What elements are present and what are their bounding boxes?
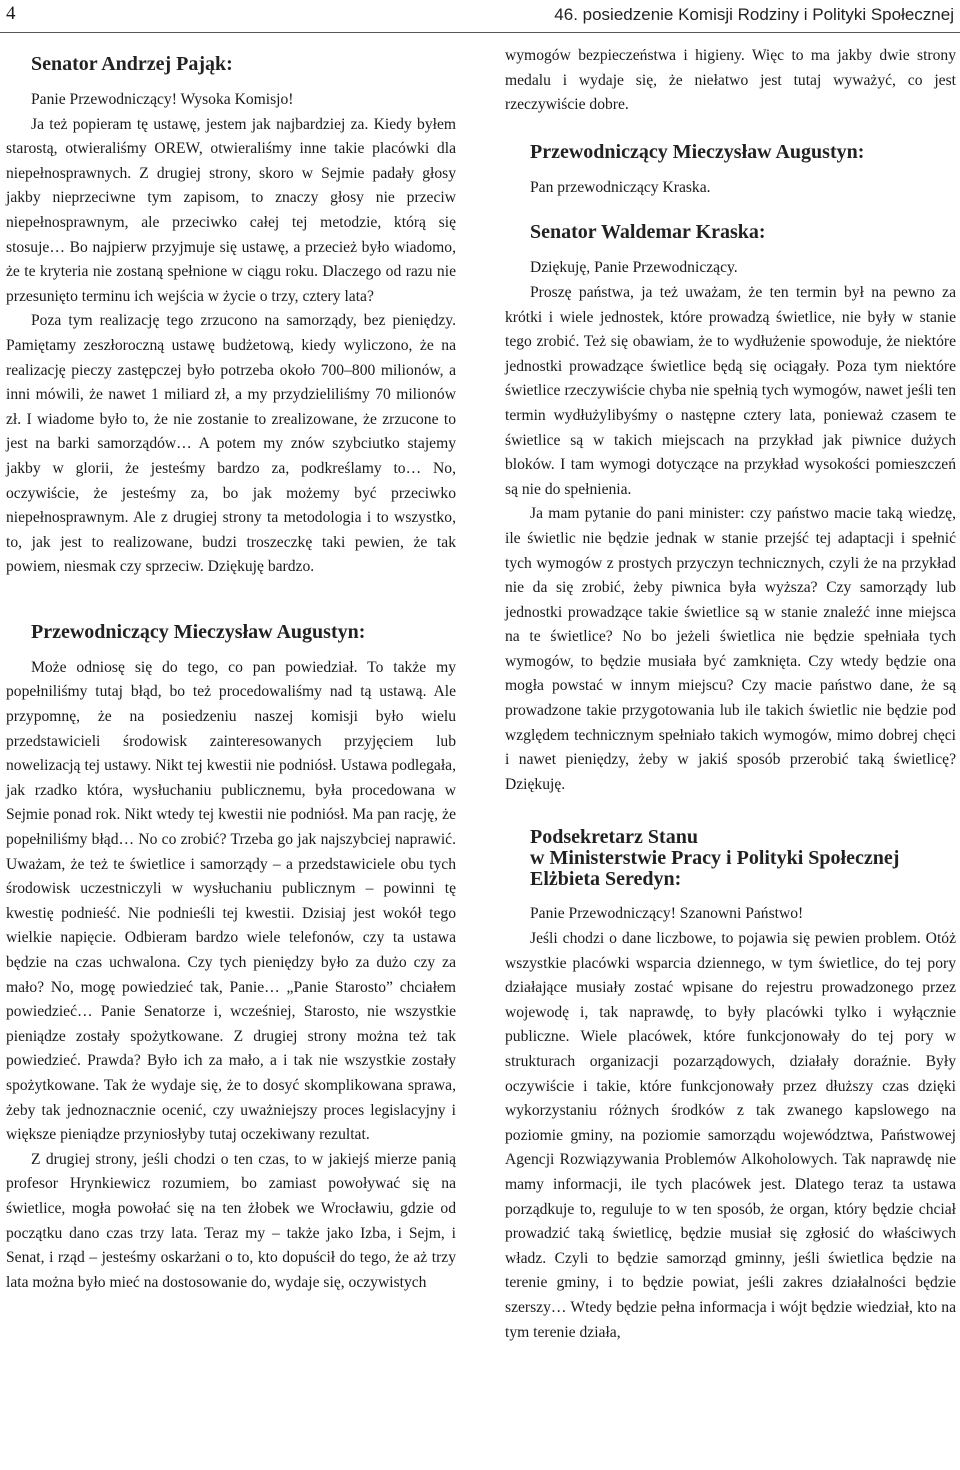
speaker-heading: Przewodniczący Mieczysław Augustyn: <box>530 140 865 163</box>
paragraph: Z drugiej strony, jeśli chodzi o ten czas, to w jakiejś mierze panią profesor Hrynkiewicz rozumiem, bo zamiast powoływać się na świetlice, mogła powołać się na ten żłobek we Wrocławiu, gdzie od początku dano czas trzy lata. Teraz my – także jako Izba, i Sejm, i Senat, i rząd – jesteśmy oskarżani o to, kto dopuścił do tego, że aż trzy lata można było mieć na dostosowanie do, wydaje się, oczywistych <box>6 1150 456 1291</box>
left-column <box>6 44 456 1295</box>
paragraph: wymogów bezpieczeństwa i higieny. Więc to ma jakby dwie strony medalu i wydaje się, że niełatwo jest tutaj wyważyć, co jest rzeczywiście dobre. <box>505 47 956 114</box>
speaker-heading: Przewodniczący Mieczysław Augustyn: <box>31 620 366 643</box>
page-header <box>0 0 960 30</box>
paragraph: Panie Przewodniczący! Szanowni Państwo! <box>530 905 804 923</box>
paragraph: Ja też popieram tę ustawę, jestem jak najbardziej za. Kiedy byłem starostą, otwieraliśmy OREW, otwieraliśmy inne takie placówki dla niepełnosprawnych. Z drugiej strony, skoro w Sejmie padały głosy jakby nieprzeciwne tym zapisom, to znaczy głosy nie przeciw niepełnosprawnym, ale przeciwko całej tej metodzie, którą się stosuje… Bo najpierw przyjmuje się ustawę, a przecież było wiadomo, że te kryteria nie zostaną spełnione w ciągu roku. Dlaczego od razu nie przesunięto terminu ich wejścia w życie o trzy, cztery lata? <box>6 115 456 305</box>
speaker-heading-block <box>530 827 956 890</box>
paragraph: Ja mam pytanie do pani minister: czy państwo macie taką wiedzę, ile świetlic nie będzie jednak w stanie przejść tej adaptacji i spełnić tych wymogów z prostych przyczyn technicznych, czyli że na przykład nie da się zrobić, żeby piwnica była wyższa? Czy samorządy lub jednostki prowadzące takie świetlice są w stanie znaleźć inne miejsca na te świetlice? No bo jeżeli świetlica nie będzie spełniała tych wymogów, to będzie musiała być zamknięta. Czy wtedy będzie ona mogła powstać w innym miejscu? Czy macie państwo dane, że są prowadzone takie przygotowania lub ile takich świetlic nie będzie pod względem technicznym spełniało takich wymogów, mimo dobrej chęci i nawet pieniędzy, żeby w jakiś sposób przerobić taką świetlicę? Dziękuję. <box>505 505 956 793</box>
paragraph: Panie Przewodniczący! Wysoka Komisjo! <box>31 91 294 108</box>
page-number: 4 <box>6 3 16 24</box>
header-rule <box>0 32 960 33</box>
paragraph: Poza tym realizację tego zrzucono na samorządy, bez pieniędzy. Pamiętamy zeszłoroczną ustawę budżetową, kiedy wyliczono, że na realizację pieczy zastępczej było potrzeba około 700–800 milionów, a inni mówili, że nawet 1 miliard zł, a my przydzieliliśmy 70 milionów zł. I wiadome było to, że nie zostanie to zrealizowane, że zrzucone to jest na barki samorządów… A potem my znów szybciutko stajemy jakby w glorii, że jesteśmy bardzo za, podkreślamy to… No, oczywiście, że jesteśmy za, bo jak możemy być przeciwko niepełnosprawnym. Ale z drugiej strony ta metodologia i to wszystko, to, jak jest to realizowane, budzi troszeczkę taki pewien, że tak powiem, niesmak czy sprzeciw. Dziękuję bardzo. <box>6 312 456 576</box>
speaker-name: Elżbieta Seredyn: <box>530 868 682 891</box>
paragraph: Proszę państwa, ja też uważam, że ten termin był na pewno za krótki i wiele jednostek, które prowadzą świetlice, nie były w stanie tego zrobić. Też się obawiam, że to wydłużenie spowoduje, że niektóre jednostki prowadzące świetlice będą się ociągały. Poza tym niektóre świetlice rzeczywiście chyba nie spełnią tych wymogów, nawet jeśli ten termin wydłużylibyśmy o następne cztery lata, ponieważ czasem te świetlice są w takich miejscach na przykład jak piwnice dużych bloków. I tam wymogi dotyczące na przykład wysokości pomieszczeń są nie do spełnienia. <box>505 283 956 498</box>
paragraph: Jeśli chodzi o dane liczbowe, to pojawia się pewien problem. Otóż wszystkie placówki wsparcia dziennego, w tym świetlice, do tej pory działające musiały zostać wpisane do rejestru prowadzonego przez wojewodę i, tak naprawdę, to były placówki tylko i wyłącznie publiczne. Wiele placówek, które funkcjonowały do tej pory w strukturach organizacji pozarządowych, działały doraźnie. Były oczywiście i takie, które funkcjonowały przez dłuższy czas dzięki wykorzystaniu różnych środków z tak zwanego kapslowego na poziomie gminy, na poziomie samorządu województwa, Państwowej Agencji Rozwiązywania Problemów Alkoholowych. Tak naprawdę nie mamy informacji, ile tych placówek jest. Dlatego teraz ta ustawa porządkuje to, reguluje to w ten sposób, że organ, który będzie chciał prowadzić taką świetlicę, będzie musiał się zgłosić do właściwych władz. Czyli to będzie samorząd gminny, jeśli świetlica będzie na terenie gminy, i to będzie powiat, jeśli zakres działalności będzie szerszy… Wtedy będzie pełna informacja i wójt będzie wiedział, kto na tym terenie działa, <box>505 930 956 1341</box>
speaker-ministry: w Ministerstwie Pracy i Polityki Społecznej <box>530 847 900 870</box>
paragraph: Dziękuję, Panie Przewodniczący. <box>530 259 738 277</box>
speaker-title: Podsekretarz Stanu <box>530 826 698 849</box>
speaker-heading: Senator Andrzej Pająk: <box>31 53 233 75</box>
paragraph: Pan przewodniczący Kraska. <box>530 178 711 196</box>
speaker-heading: Senator Waldemar Kraska: <box>530 221 766 244</box>
running-title: 46. posiedzenie Komisji Rodziny i Polityki Społecznej <box>554 5 954 24</box>
right-column <box>505 44 956 1345</box>
paragraph: Może odniosę się do tego, co pan powiedział. To także my popełniliśmy tutaj błąd, bo też procedowaliśmy nad tą ustawą. Ale przypomnę, że na posiedzeniu naszej komisji było wielu przedstawicieli środowisk zainteresowanych przyjęciem lub nowelizacją tej ustawy. Nikt tej kwestii nie podniósł. Ustawa podlegała, jak rzadko która, wysłuchaniu publicznemu, była procedowana w Sejmie ponad rok. Nikt wtedy tej kwestii nie podniósł. Ma pan rację, że popełniliśmy błąd… No co zrobić? Trzeba go jak najszybciej naprawić. Uważam, że też te świetlice i samorządy – a przedstawiciele obu tych środowisk uczestniczyli w wysłuchaniu publicznym – powinni tę kwestię podnieść. Nie podnieśli tej kwestii. Dzisiaj jest wokół tego wielkie napięcie. Odbieram bardzo wiele telefonów, czy ta ustawa będzie na czas uchwalona. Czy tych pieniędzy było za dużo czy za mało? No, mogę powiedzieć tak, Panie… „Panie Starosto” chciałem powiedzieć… Panie Senatorze i, wcześniej, Starosto, nie wszystkie pieniądze zostały spożytkowane. Z drugiej strony można też tak powiedzieć. Prawda? Było ich za mało, a i tak nie wszystkie zostały spożytkowane. Tak że wydaje się, że to dosyć skomplikowana sprawa, żeby tak jednoznacznie ocenić, czy uważniejszy proces legislacyjny i większe pieniądze przyniosłyby tutaj oczekiwany rezultat. <box>6 658 456 1144</box>
